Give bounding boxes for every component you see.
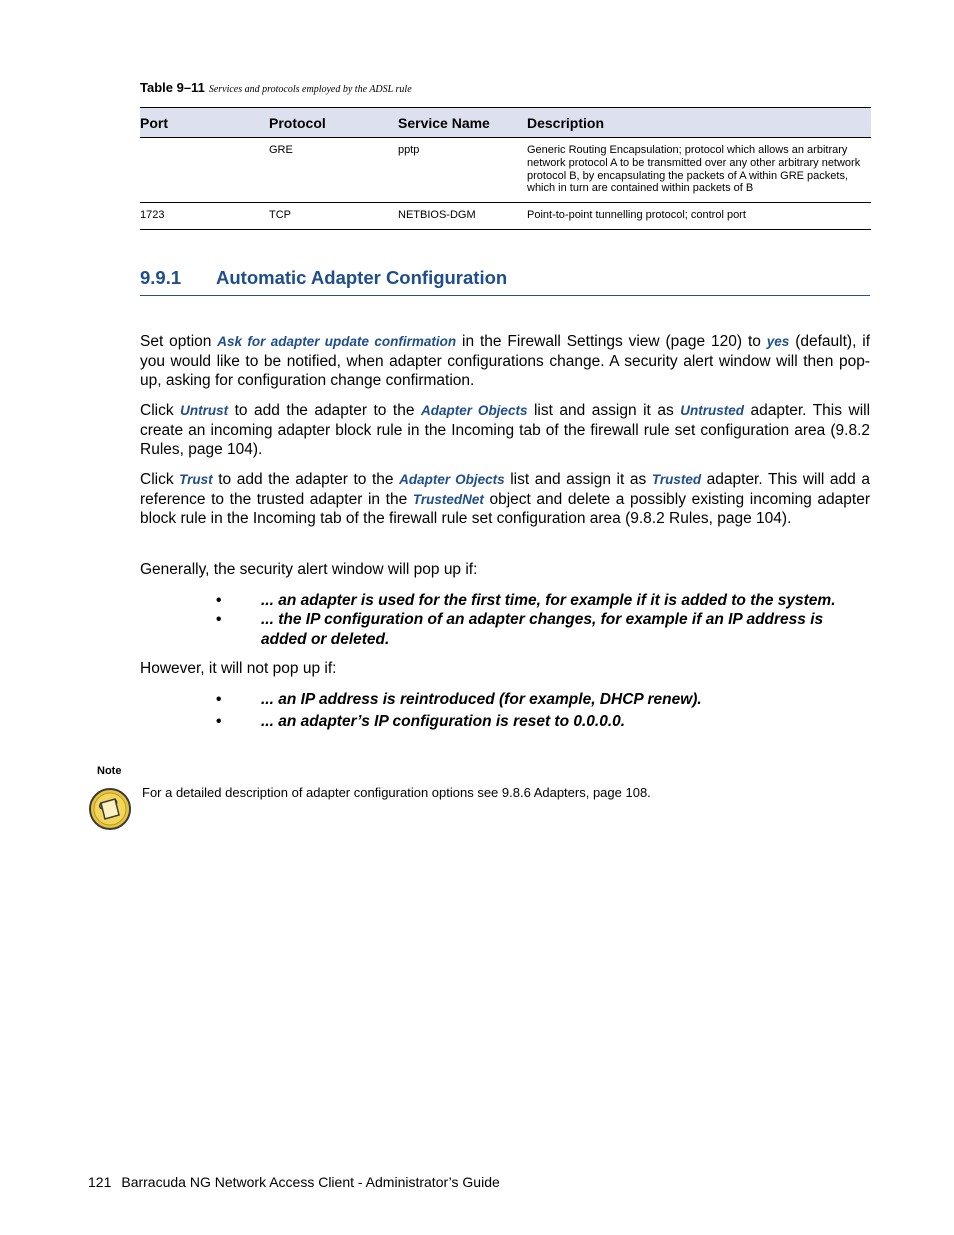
- ui-list-adapter-objects: Adapter Objects: [399, 472, 505, 487]
- cell-service-name: pptp: [398, 138, 527, 203]
- section-title: Automatic Adapter Configuration: [216, 267, 508, 288]
- paragraph-not-popup-if: However, it will not pop up if:: [140, 660, 337, 677]
- cell-service-name: NETBIOS-DGM: [398, 203, 527, 230]
- cell-description: Generic Routing Encapsulation; protocol which allows an arbitrary network protocol A to be transmitted over any other arbitrary network protocol B, by encapsulating the packets of A within GRE packets, which in turn are contained within packets of B: [527, 138, 871, 203]
- table-row: [140, 203, 871, 230]
- paragraph-set-option: [140, 332, 870, 391]
- ui-object-trustednet: TrustedNet: [412, 491, 484, 507]
- footer-title: Barracuda NG Network Access Client - Administrator’s Guide: [121, 1174, 500, 1190]
- text: list and assign it as: [504, 471, 652, 488]
- text: object and delete a possibly existing incoming adapter block rule in the Incoming tab of the firewall rule set configuration area (9.8.2 Rules, page 104).: [140, 490, 870, 528]
- text: list and assign it as: [527, 402, 681, 419]
- text: in the Firewall Settings view (page 120) to: [456, 333, 767, 350]
- table-row: [140, 138, 871, 203]
- text: to add the adapter to the: [212, 471, 400, 488]
- ui-button-untrust: Untrust: [180, 403, 229, 418]
- note-label: Note: [97, 765, 122, 777]
- cell-port: [140, 138, 269, 203]
- text: Click: [140, 471, 180, 488]
- table-header-row: [140, 108, 871, 138]
- note-icon: [88, 787, 132, 831]
- section-number: 9.9.1: [140, 267, 182, 288]
- column-header-description: Description: [527, 108, 871, 138]
- text: to add the adapter to the: [228, 402, 421, 419]
- ui-value-untrusted: Untrusted: [680, 403, 744, 418]
- cell-protocol: GRE: [269, 138, 398, 203]
- bullet-text: ... an IP address is reintroduced (for example, DHCP renew).: [261, 691, 702, 708]
- note-text: For a detailed description of adapter configuration options see 9.8.6 Adapters, page 108.: [142, 785, 651, 800]
- services-table: [140, 107, 871, 230]
- ui-value-yes: yes: [766, 334, 790, 349]
- section-heading: [140, 267, 870, 296]
- bullet-text: ... an adapter is used for the first time, for example if it is added to the system.: [261, 592, 836, 609]
- ui-list-adapter-objects: Adapter Objects: [420, 403, 528, 418]
- page-footer: [88, 1174, 500, 1190]
- bullet-text: ... the IP configuration of an adapter changes, for example if an IP address is added or deleted.: [261, 611, 824, 648]
- page-number: 121: [88, 1174, 112, 1190]
- text: adapter. This will add a reference to the trusted adapter in the: [140, 471, 870, 508]
- column-header-port: Port: [140, 108, 269, 138]
- ui-value-trusted: Trusted: [651, 472, 702, 487]
- bullet-text: ... an adapter’s IP configuration is reset to 0.0.0.0.: [261, 713, 626, 730]
- table-caption-text: Services and protocols employed by the ADSL rule: [208, 84, 412, 95]
- table-caption-label: Table 9–11: [140, 80, 205, 95]
- text: Set option: [140, 333, 218, 350]
- ui-option-ask-confirmation: Ask for adapter update confirmation: [217, 334, 457, 349]
- text: (default), if you would like to be notified, when adapter configurations change. A security alert window will then pop-up, asking for configuration change confirmation.: [140, 333, 871, 390]
- paragraph-untrust: [140, 401, 870, 460]
- bullet-symbol: •: [216, 611, 222, 628]
- cell-description: Point-to-point tunnelling protocol; control port: [527, 203, 871, 230]
- text: adapter. This will create an incoming adapter block rule in the Incoming tab of the firewall rule set configuration area (9.8.2 Rules, page 104).: [140, 402, 871, 459]
- bullet-symbol: •: [216, 592, 222, 609]
- column-header-service-name: Service Name: [398, 108, 527, 138]
- cell-protocol: TCP: [269, 203, 398, 230]
- text: Click: [140, 402, 181, 419]
- cell-port: 1723: [140, 203, 269, 230]
- bullet-symbol: •: [216, 691, 222, 708]
- column-header-protocol: Protocol: [269, 108, 398, 138]
- paragraph-trust: [140, 470, 870, 529]
- paragraph-popup-if: Generally, the security alert window will pop up if:: [140, 561, 478, 578]
- bullet-symbol: •: [216, 713, 222, 730]
- table-caption: [140, 80, 412, 95]
- ui-button-trust: Trust: [179, 472, 213, 487]
